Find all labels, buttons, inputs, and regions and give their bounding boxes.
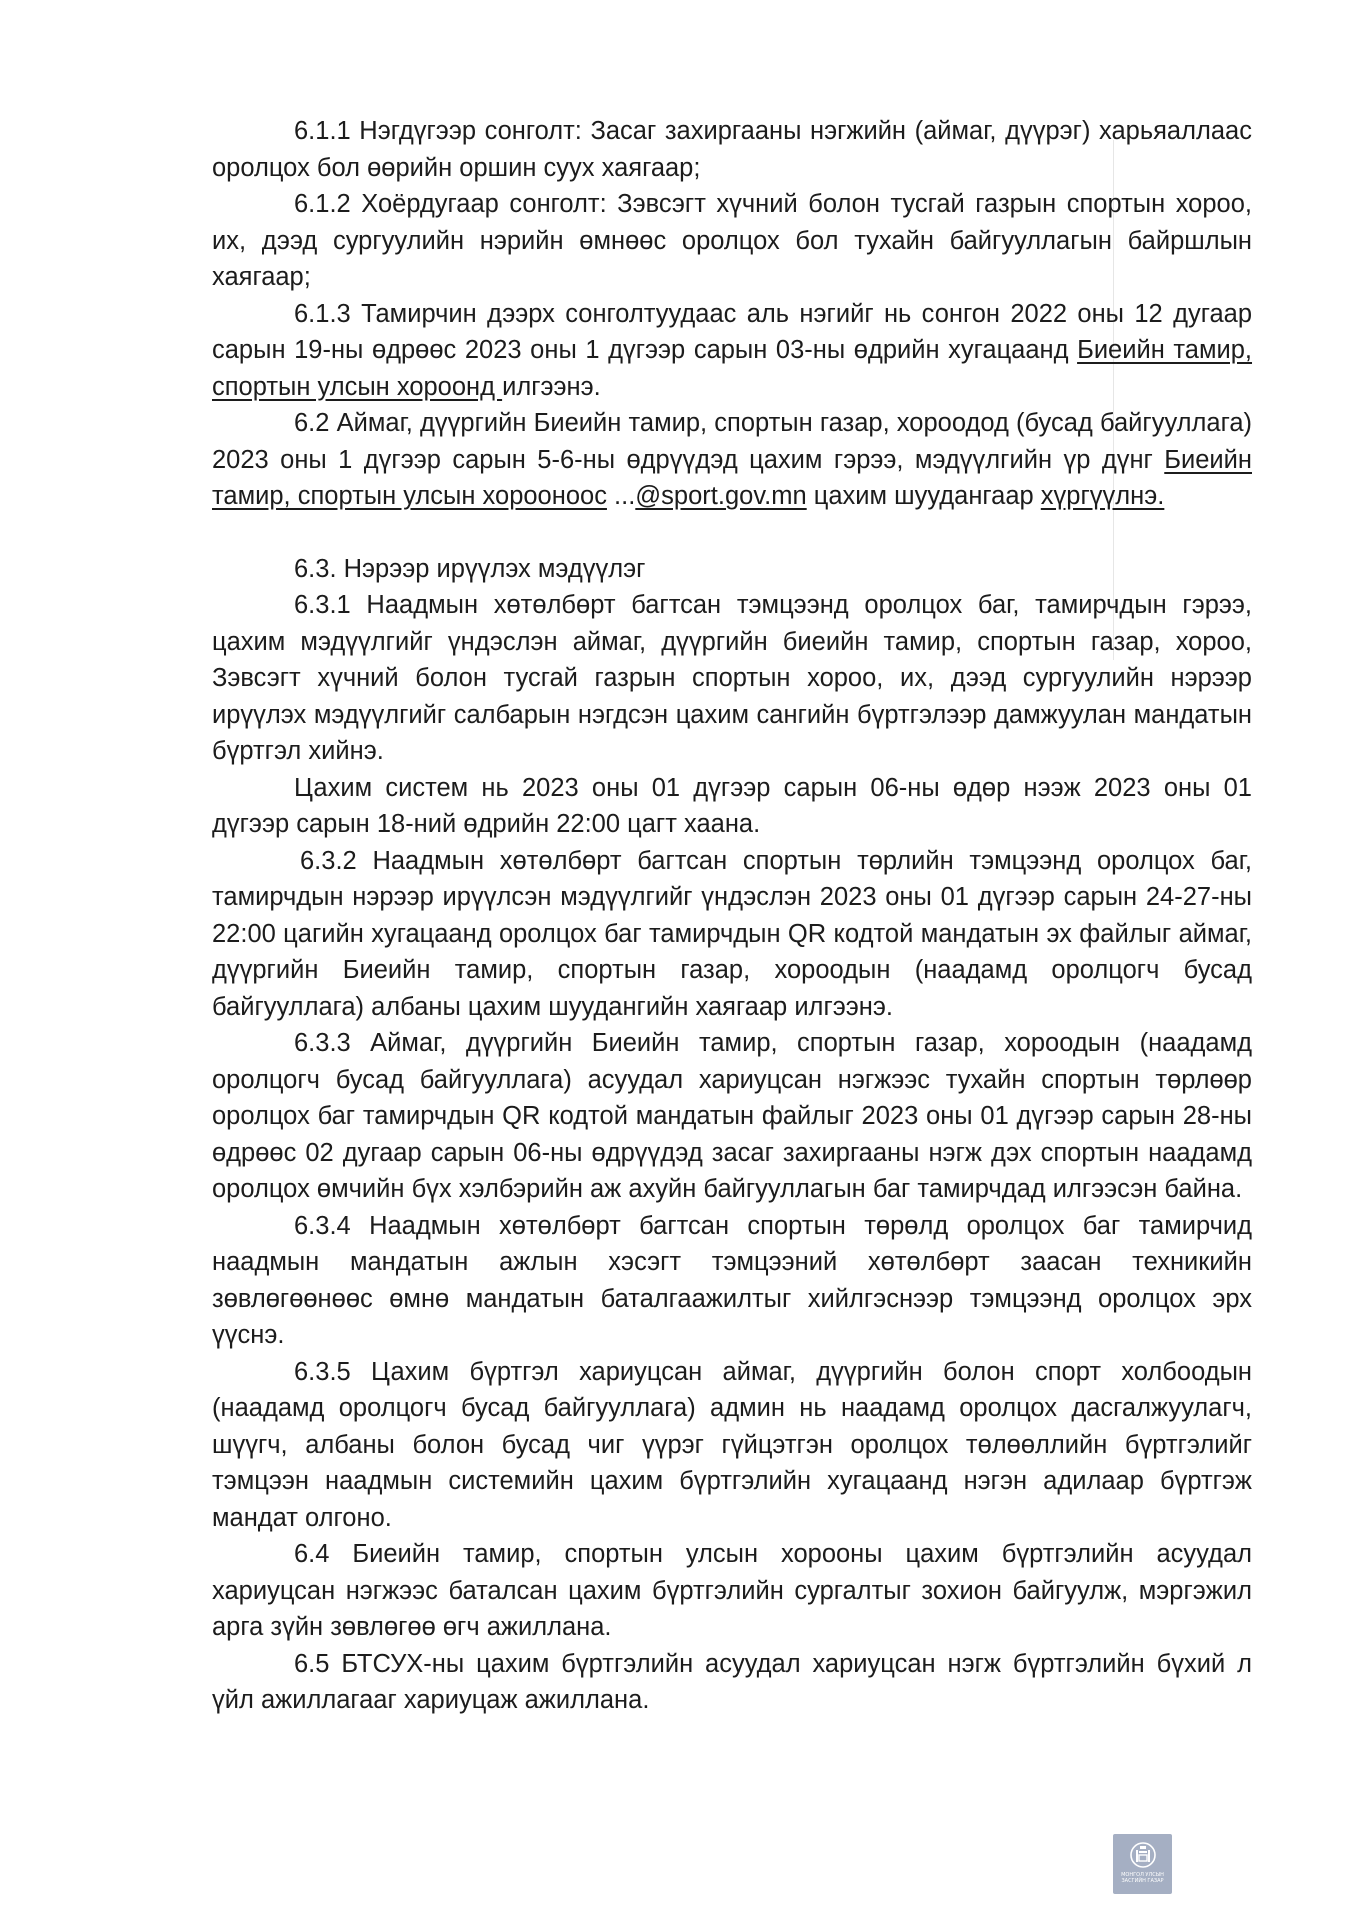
document-page	[212, 113, 1252, 1719]
paragraph-6-3-1	[212, 587, 1252, 770]
state-emblem-icon	[1129, 1840, 1157, 1870]
paragraph-6-3-3-text: 6.3.3 Аймаг, дүүргийн Биеийн тамир, спортын газар, хороодын (наадамд оролцогч бусад байгууллага) асуудал хариуцсан нэгжээс тухайн спортын төрлөөр оролцох баг тамирчдын QR кодтой мандатын файлыг 2023 оны 01 дүгээр сарын 28-ны өдрөөс 02 дугаар сарын 06-ны өдрүүдэд засаг захиргааны нэгж дэх спортын наадамд оролцох өмчийн бүх хэлбэрийн аж ахуйн байгууллагын баг тамирчдад илгээсэн байна.	[212, 1029, 1252, 1203]
paragraph-6-1-3-end: илгээнэ.	[502, 372, 601, 401]
paragraph-6-1-2	[212, 186, 1252, 296]
paragraph-6-3-1-system	[212, 770, 1252, 843]
paragraph-6-4	[212, 1536, 1252, 1646]
paragraph-6-5	[212, 1646, 1252, 1719]
paragraph-6-2-mid: цахим шуудангаар	[806, 482, 1041, 510]
paragraph-6-3-1-text: 6.3.1 Наадмын хөтөлбөрт багтсан тэмцээнд оролцох баг, тамирчдын гэрээ, цахим мэдүүлгийг үндэслэн аймаг, дүүргийн биеийн тамир, спортын газар, хороо, Зэвсэгт хүчний болон тусгай газрын спортын хороо, их, дээд сургуулийн нэрээр ирүүлэх мэдүүлгийг салбарын нэгдсэн цахим сангийн бүртгэлээр дамжуулан мандатын бүртгэл хийнэ.	[212, 591, 1252, 765]
paragraph-6-4-text: 6.4 Биеийн тамир, спортын улсын хорооны цахим бүртгэлийн асуудал хариуцсан нэгжээс баталсан цахим бүртгэлийн сургалтыг зохион байгуулж, мэргэжил арга зүйн зөвлөгөө өгч ажиллана.	[212, 1540, 1252, 1641]
paragraph-6-2-committee-underlined: Биеийн тамир, спортын улсын хорооноос	[212, 445, 1252, 510]
stamp-text-line2: ЗАСГИЙН ГАЗАР	[1121, 1878, 1164, 1884]
paragraph-6-3-4	[212, 1208, 1252, 1354]
paragraph-6-1-1-text: 6.1.1 Нэгдүгээр сонголт: Засаг захиргааны нэгжийн (аймаг, дүүрэг) харьяаллаас оролцох бол өөрийн оршин суух хаягаар;	[212, 117, 1252, 182]
paragraph-6-1-3	[212, 296, 1252, 406]
paragraph-6-1-2-text: 6.1.2 Хоёрдугаар сонголт: Зэвсэгт хүчний болон тусгай газрын спортын хороо, их, дээд сургуулийн нэрийн өмнөөс оролцох бол тухайн байгууллагын байршлын хаягаар;	[212, 190, 1252, 291]
paragraph-6-2-text: 6.2 Аймаг, дүүргийн Биеийн тамир, спортын газар, хороодод (бусад байгууллага) 2023 оны 1 дүгээр сарын 5-6-ны өдрүүдэд цахим гэрээ, мэдүүлгийн үр дүнг	[212, 409, 1252, 474]
blank-line	[212, 515, 1252, 551]
paragraph-6-1-3-committee-underlined: Биеийн тамир, спортын улсын хороонд	[212, 336, 1253, 401]
section-6-3-heading-text: 6.3. Нэрээр ирүүлэх мэдүүлэг	[294, 554, 646, 583]
email-link[interactable]: @sport.gov.mn	[635, 482, 807, 510]
paragraph-6-2	[212, 405, 1252, 515]
paragraph-6-5-text: 6.5 БТСУХ-ны цахим бүртгэлийн асуудал хариуцсан нэгж бүртгэлийн бүхий л үйл ажиллагааг хариуцаж ажиллана.	[212, 1649, 1252, 1714]
paragraph-6-3-5-text: 6.3.5 Цахим бүртгэл хариуцсан аймаг, дүүргийн болон спорт холбоодын (наадамд оролцогч бусад байгууллага) админ нь наадамд оролцох дасгалжуулагч, шүүгч, албаны болон бусад чиг үүрэг гүйцэтгэн оролцох төлөөллийн бүртгэлийг тэмцээн наадмын системийн цахим бүртгэлийн хугацаанд нэгэн адилаар бүртгэж мандат олгоно.	[212, 1357, 1252, 1532]
government-stamp	[1113, 1834, 1172, 1894]
paragraph-6-3-4-text: 6.3.4 Наадмын хөтөлбөрт багтсан спортын төрөлд оролцох баг тамирчид наадмын мандатын ажлын хэсэгт тэмцээний хөтөлбөрт заасан техникийн зөвлөгөөнөөс өмнө мандатын баталгаажилтыг хийлгэснээр тэмцээнд оролцох эрх үүснэ.	[212, 1211, 1252, 1349]
paragraph-6-2-end-underlined: хүргүүлнэ.	[1040, 482, 1165, 510]
paragraph-6-2-ellipsis: ...	[606, 482, 636, 510]
paragraph-6-3-3	[212, 1025, 1252, 1208]
paragraph-6-3-2-text: 6.3.2 Наадмын хөтөлбөрт багтсан спортын төрлийн тэмцээнд оролцох баг, тамирчдын нэрээр ирүүлсэн мэдүүлгийг үндэслэн 2023 оны 01 дүгээр сарын 24-27-ны 22:00 цагийн хугацаанд оролцох баг тамирчдын QR кодтой мандатын эх файлыг аймаг, дүүргийн Биеийн тамир, спортын газар, хороодын (наадамд оролцогч бусад байгууллага) албаны цахим шуудангийн хаягаар илгээнэ.	[212, 846, 1252, 1021]
paragraph-6-3-1-system-text: Цахим систем нь 2023 оны 01 дүгээр сарын 06-ны өдөр нээж 2023 оны 01 дүгээр сарын 18-ний өдрийн 22:00 цагт хаана.	[212, 773, 1252, 838]
paragraph-6-3-5	[212, 1354, 1252, 1537]
stamp-text-line1: МОНГОЛ УЛСЫН	[1121, 1872, 1164, 1878]
section-6-3-heading	[212, 551, 1252, 588]
paragraph-6-1-1	[212, 113, 1252, 186]
paragraph-6-1-3-text: 6.1.3 Тамирчин дээрх сонголтуудаас аль нэгийг нь сонгон 2022 оны 12 дугаар сарын 19-ны өдрөөс 2023 оны 1 дүгээр сарын 03-ны өдрийн хугацаанд	[212, 299, 1252, 364]
paragraph-6-3-2	[212, 843, 1252, 1026]
